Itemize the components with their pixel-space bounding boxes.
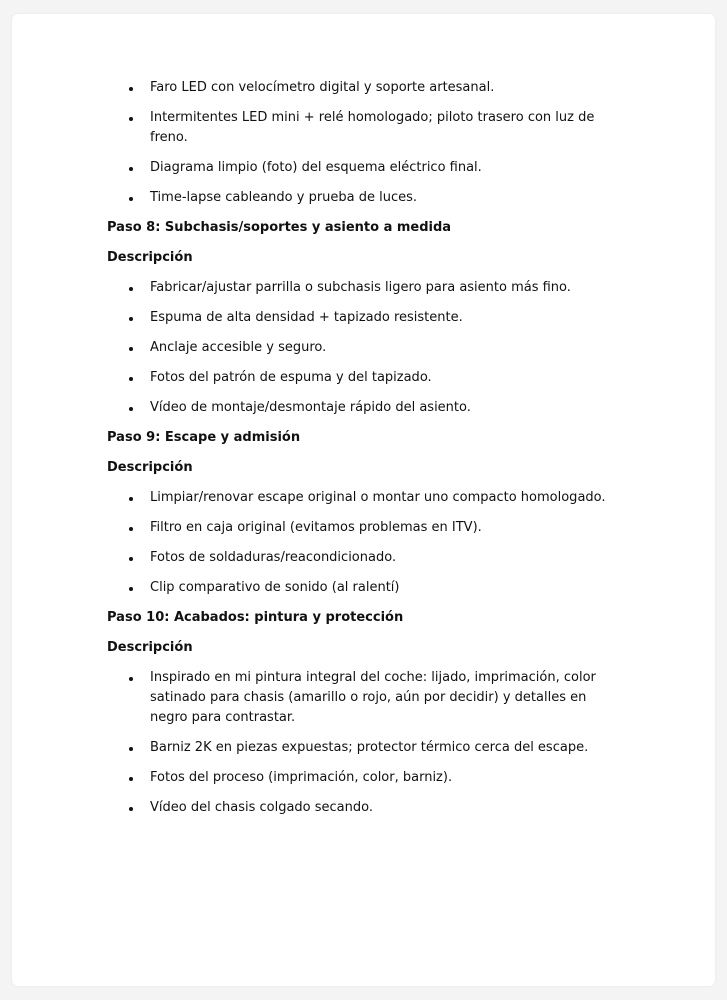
list-item xyxy=(107,578,627,598)
bullet-icon xyxy=(129,587,133,591)
section-subtitle-descripcion: Descripción xyxy=(107,640,193,655)
list-item-text: Limpiar/renovar escape original o montar uno compacto homologado. xyxy=(150,490,606,505)
bullet-icon xyxy=(129,287,133,291)
bullet-icon xyxy=(129,747,133,751)
section-subtitle-descripcion: Descripción xyxy=(107,460,193,475)
paso-8-bullet-list xyxy=(107,278,627,418)
list-item xyxy=(107,668,627,728)
list-item-text: Filtro en caja original (evitamos problemas en ITV). xyxy=(150,520,482,535)
list-item xyxy=(107,278,627,298)
list-item-text: Anclaje accesible y seguro. xyxy=(150,340,327,355)
list-item-text: Time-lapse cableando y prueba de luces. xyxy=(150,190,418,205)
list-item-text: Fotos del patrón de espuma y del tapizado. xyxy=(150,370,432,385)
section-title-paso-10: Paso 10: Acabados: pintura y protección xyxy=(107,610,404,625)
list-item xyxy=(107,158,627,178)
list-item-text: Fotos de soldaduras/reacondicionado. xyxy=(150,550,397,565)
paso-10-bullet-list xyxy=(107,668,627,818)
list-item-text: Clip comparativo de sonido (al ralentí) xyxy=(150,580,400,595)
bullet-icon xyxy=(129,377,133,381)
bullet-icon xyxy=(129,807,133,811)
bullet-icon xyxy=(129,777,133,781)
document-page xyxy=(12,14,715,986)
list-item xyxy=(107,768,627,788)
list-item-text: Faro LED con velocímetro digital y soporte artesanal. xyxy=(150,80,495,95)
paso-9-bullet-list xyxy=(107,488,627,598)
list-item xyxy=(107,488,627,508)
bullet-icon xyxy=(129,407,133,411)
list-item xyxy=(107,338,627,358)
list-item xyxy=(107,308,627,328)
list-item-text: Intermitentes LED mini + relé homologado; piloto trasero con luz de freno. xyxy=(150,110,595,145)
bullet-icon xyxy=(129,117,133,121)
list-item-text: Vídeo del chasis colgado secando. xyxy=(150,800,373,815)
list-item xyxy=(107,518,627,538)
list-item xyxy=(107,398,627,418)
bullet-icon xyxy=(129,677,133,681)
list-item xyxy=(107,798,627,818)
bullet-icon xyxy=(129,557,133,561)
bullet-icon xyxy=(129,317,133,321)
bullet-icon xyxy=(129,197,133,201)
list-item-text: Barniz 2K en piezas expuestas; protector térmico cerca del escape. xyxy=(150,740,589,755)
list-item-text: Inspirado en mi pintura integral del coche: lijado, imprimación, color satinado para chasis (amarillo o rojo, aún por decidir) y detalles en negro para contrastar. xyxy=(150,670,596,725)
list-item xyxy=(107,78,627,98)
list-item-text: Espuma de alta densidad + tapizado resistente. xyxy=(150,310,463,325)
bullet-icon xyxy=(129,87,133,91)
bullet-icon xyxy=(129,497,133,501)
section-title-paso-9: Paso 9: Escape y admisión xyxy=(107,430,301,445)
document-content xyxy=(107,78,627,828)
list-item-text: Fabricar/ajustar parrilla o subchasis ligero para asiento más fino. xyxy=(150,280,571,295)
bullet-icon xyxy=(129,347,133,351)
list-item xyxy=(107,738,627,758)
list-item-text: Diagrama limpio (foto) del esquema eléctrico final. xyxy=(150,160,482,175)
list-item-text: Fotos del proceso (imprimación, color, barniz). xyxy=(150,770,453,785)
list-item xyxy=(107,188,627,208)
list-item xyxy=(107,548,627,568)
bullet-icon xyxy=(129,167,133,171)
list-item xyxy=(107,368,627,388)
bullet-icon xyxy=(129,527,133,531)
section-subtitle-descripcion: Descripción xyxy=(107,250,193,265)
list-item xyxy=(107,108,627,148)
list-item-text: Vídeo de montaje/desmontaje rápido del asiento. xyxy=(150,400,471,415)
intro-bullet-list xyxy=(107,78,627,208)
section-title-paso-8: Paso 8: Subchasis/soportes y asiento a medida xyxy=(107,220,452,235)
